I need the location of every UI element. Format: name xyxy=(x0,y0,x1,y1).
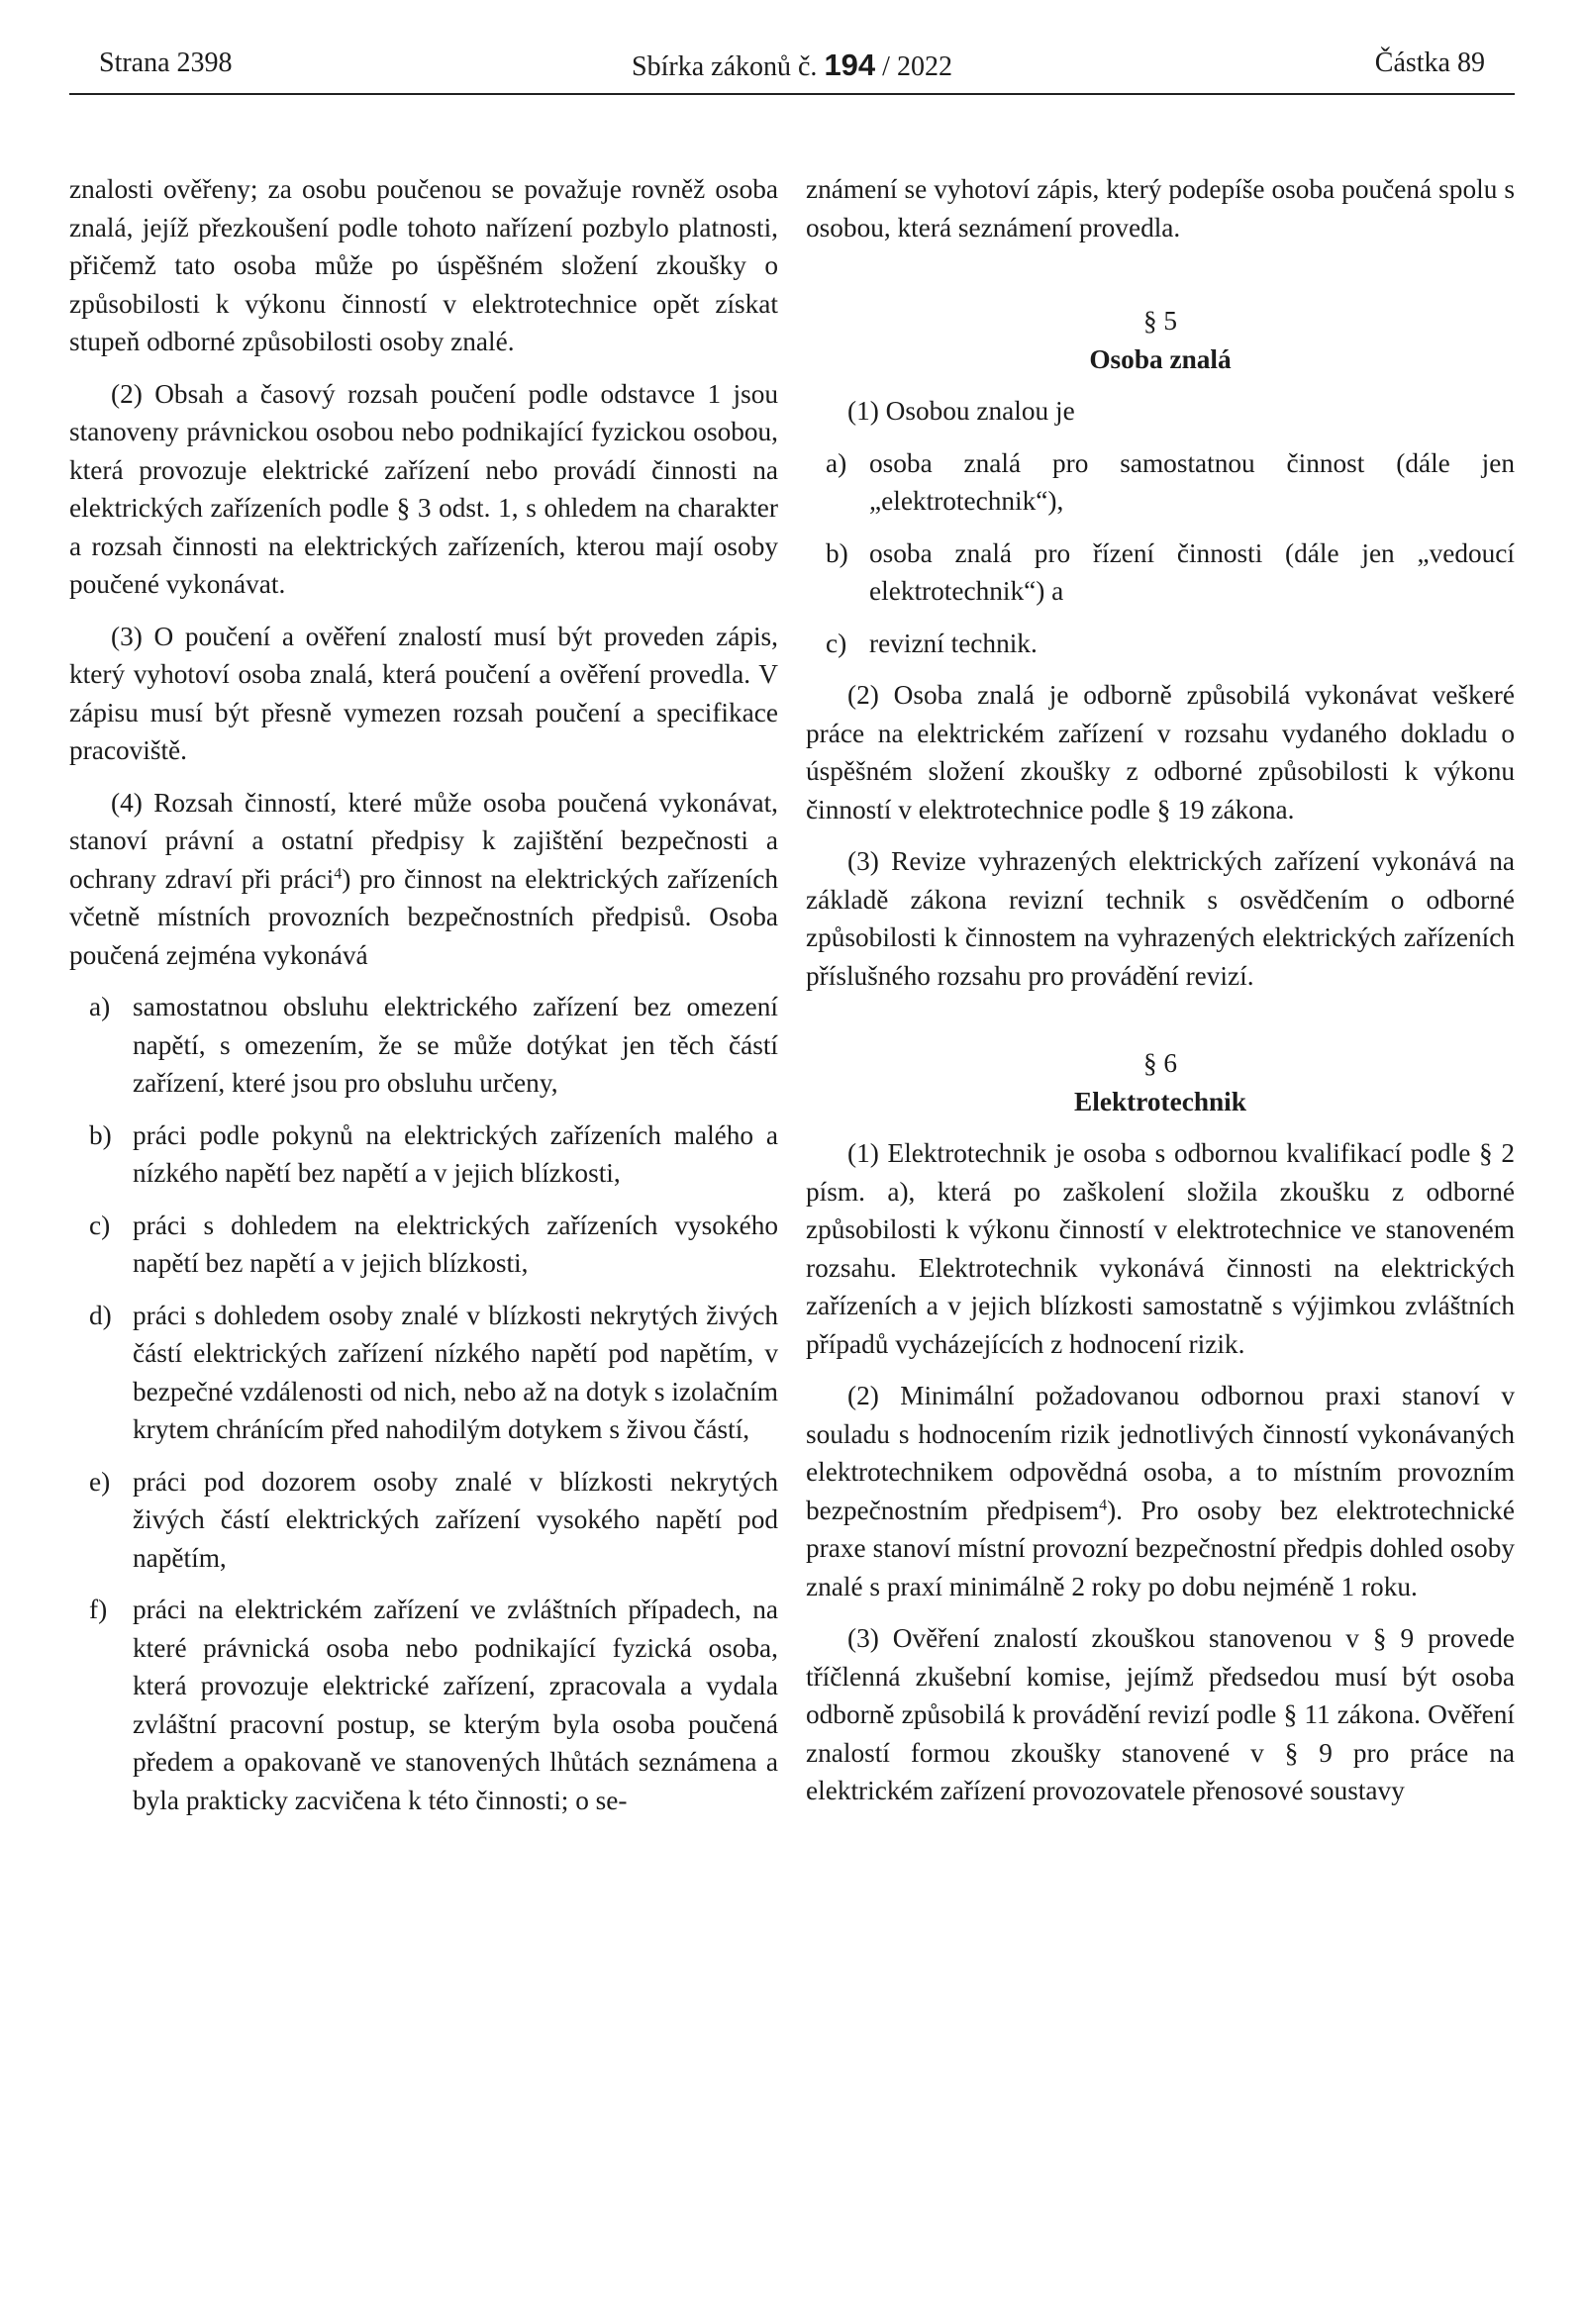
list-label: d) xyxy=(89,1300,112,1330)
paragraph-text: (4) Rozsah činností, které může osoba poučená vykonávat, stanoví právní a ostatní předpisy k zajištění bezpečnosti a ochrany zdraví při práci xyxy=(69,787,778,894)
list-label: a) xyxy=(826,447,847,478)
section-number: § 6 xyxy=(1142,1048,1178,1078)
paragraph: (1) Elektrotechnik je osoba s odbornou kvalifikací podle § 2 písm. a), která po zaškolení složila zkoušku z odborné způsobilosti k výkonu činností v elektrotechnice ve stanoveném rozsahu. Elektrotechnik vykonává činnosti na elektrických zařízeních a v jejich blízkosti samostatně s výjimkou zvláštních případů vycházejících z hodnocení rizik. xyxy=(806,1138,1515,1359)
list-label: b) xyxy=(89,1119,112,1150)
paragraph: (3) O poučení a ověření znalostí musí být proveden zápis, který vyhotoví osoba znalá, která poučení a ověření provedla. V zápisu musí být přesně vymezen rozsah poučení a specifikace pracoviště. xyxy=(69,621,778,765)
list-text: práci s dohledem osoby znalé v blízkosti nekrytých živých částí elektrických zařízení nízkého napětí pod napětím, v bezpečné vzdálenosti od nich, nebo až na dotyk s izolačním krytem chránícím před nahodilým dotykem s živou částí, xyxy=(133,1300,778,1444)
left-column xyxy=(69,170,778,1833)
list-text: osoba znalá pro samostatnou činnost (dále jen „elektrotechnik“), xyxy=(869,447,1515,516)
paragraph: (3) Revize vyhrazených elektrických zařízení vykonává na základě zákona revizní technik s osvědčením o odborné způsobilosti k činnostem na vyhrazených elektrických zařízeních příslušného rozsahu pro provádění revizí. xyxy=(806,846,1515,991)
list-label: e) xyxy=(89,1466,111,1497)
footnote-ref: 4 xyxy=(1099,1496,1108,1513)
list-item xyxy=(69,1297,778,1449)
paragraph: (2) Osoba znalá je odborně způsobilá vykonávat veškeré práce na elektrickém zařízení v rozsahu vydaného dokladu o úspěšném složení zkoušky z odborné způsobilosti k výkonu činností v elektrotechnice podle § 19 zákona. xyxy=(806,680,1515,824)
list-text: práci pod dozorem osoby znalé v blízkosti nekrytých živých částí elektrických zařízení vysokého napětí pod napětím, xyxy=(133,1466,778,1573)
law-year: / 2022 xyxy=(882,51,952,82)
paragraph-text: ). Pro osoby bez elektrotechnické praxe stanoví místní provozní bezpečnostní předpis dohled osoby znalé s praxí minimálně 2 roky po dobu nejméně 1 roku. xyxy=(806,1495,1515,1601)
list-text: revizní technik. xyxy=(869,628,1038,658)
list-label: b) xyxy=(826,537,848,568)
issue-number: Částka 89 xyxy=(1374,48,1485,78)
footnote-ref: 4 xyxy=(334,864,343,882)
list-text: osoba znalá pro řízení činnosti (dále jen „vedoucí elektrotechnik“) a xyxy=(869,537,1515,606)
list-text: samostatnou obsluhu elektrického zařízení bez omezení napětí, s omezením, že se může dotýkat jen těch částí zařízení, které jsou pro obsluhu určeny, xyxy=(133,992,778,1098)
list-label: f) xyxy=(89,1595,108,1624)
paragraph: (3) Ověření znalostí zkouškou stanovenou v § 9 provede tříčlenná zkušební komise, jejímž předsedou musí být osoba odborně způsobilá k provádění revizí podle § 11 zákona. Ověření znalostí formou zkoušky stanovené v § 9 pro práce na elektrickém zařízení provozovatele přenosové soustavy xyxy=(806,1623,1515,1805)
list-item xyxy=(69,988,778,1103)
list-item xyxy=(806,444,1515,521)
list-text: práci na elektrickém zařízení ve zvláštních případech, na které právnická osoba nebo podnikající fyzická osoba, která provozuje elektrické zařízení, zpracovala a vydala zvláštní pracovní postup, se kterým byla osoba poučená předem a opakovaně ve stanovených lhůtách seznámena a byla prakticky zacvičena k této činnosti; o se- xyxy=(133,1595,778,1815)
paragraph: znalosti ověřeny; za osobu poučenou se považuje rovněž osoba znalá, jejíž přezkoušení podle tohoto nařízení pozbylo platnosti, přičemž tato osoba může po úspěšném složení zkoušky o způsobilosti k výkonu činností v elektrotechnice opět získat stupeň odborné způsobilosti osoby znalé. xyxy=(69,174,778,356)
section-number: § 5 xyxy=(1142,306,1178,336)
list-item xyxy=(69,1207,778,1283)
paragraph-text: ) pro činnost na elektrických zařízeních včetně místních provozních bezpečnostních předpisů. Osoba poučená zejména vykonává xyxy=(69,863,778,970)
page-header xyxy=(69,46,1515,95)
list-item xyxy=(69,1463,778,1578)
paragraph xyxy=(69,784,778,975)
right-column xyxy=(806,170,1515,1824)
section-title: Elektrotechnik xyxy=(1074,1086,1246,1116)
list-text: práci s dohledem na elektrických zařízeních vysokého napětí bez napětí a v jejich blízkosti, xyxy=(133,1210,778,1278)
list-item xyxy=(69,1116,778,1193)
section-title: Osoba znalá xyxy=(1089,343,1232,374)
list-label: a) xyxy=(89,992,111,1021)
list-item xyxy=(806,625,1515,663)
page-number: Strana 2398 xyxy=(99,48,233,78)
list-item xyxy=(69,1591,778,1819)
list-item xyxy=(806,534,1515,611)
paragraph: (1) Osobou znalou je xyxy=(847,396,1075,426)
list-label: c) xyxy=(826,628,847,658)
paragraph-text: (2) Minimální požadovanou odbornou praxi stanoví v souladu s hodnocením rizik jednotlivých činností vykonávaných elektrotechnikem odpovědná osoba, a to místním provozním bezpečnostním předpisem xyxy=(806,1381,1515,1525)
collection-title xyxy=(69,48,1515,83)
list-label: c) xyxy=(89,1210,111,1240)
law-number: 194 xyxy=(824,48,876,82)
paragraph: (2) Obsah a časový rozsah poučení podle odstavce 1 jsou stanoveny právnickou osobou nebo podnikající fyzickou osobou, která provozuje elektrické zařízení nebo provádí činnosti na elektrických zařízeních podle § 3 odst. 1, s ohledem na charakter a rozsah činnosti na elektrických zařízeních, kterou mají osoby poučené vykonávat. xyxy=(69,378,778,599)
paragraph xyxy=(806,1377,1515,1605)
collection-prefix: Sbírka zákonů č. xyxy=(632,51,818,82)
list-text: práci podle pokynů na elektrických zařízeních malého a nízkého napětí bez napětí a v jejich blízkosti, xyxy=(133,1119,778,1188)
paragraph: známení se vyhotoví zápis, který podepíše osoba poučená spolu s osobou, která seznámení provedla. xyxy=(806,174,1515,242)
